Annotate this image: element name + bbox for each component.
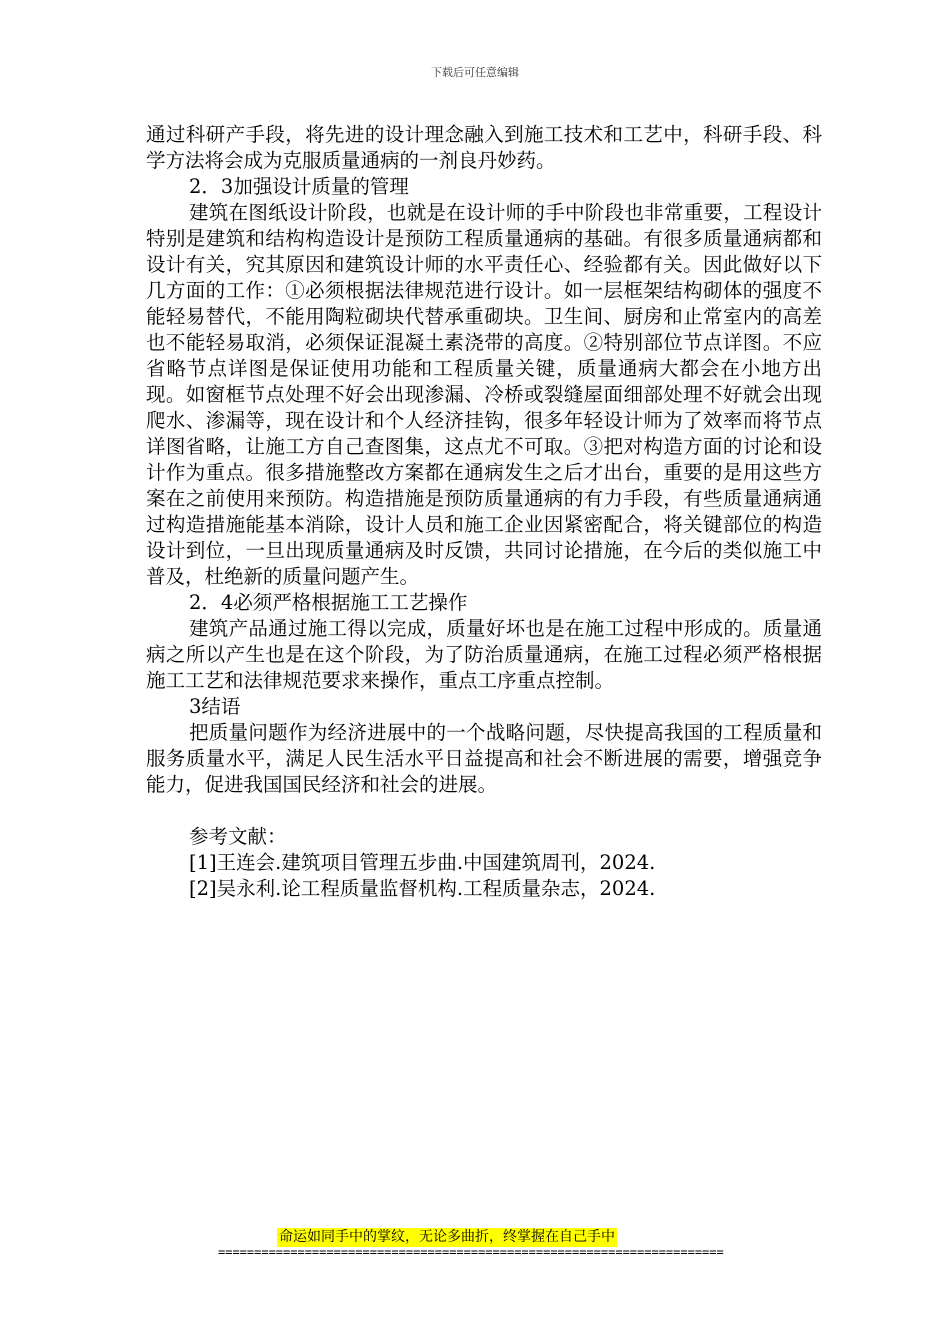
document-body — [146, 122, 822, 902]
references-title: 参考文献： — [189, 825, 287, 848]
section-heading-3: 3结语 — [189, 695, 241, 718]
section-heading-2-4: 2．4必须严格根据施工工艺操作 — [189, 591, 468, 614]
paragraph-intro: 通过科研产手段，将先进的设计理念融入到施工技术和工艺中，科研手段、科学方法将会成为克服质量通病的一剂良丹妙药。 — [146, 123, 822, 172]
paragraph-2-4: 建筑产品通过施工得以完成，质量好坏也是在施工过程中形成的。质量通病之所以产生也是在这个阶段，为了防治质量通病，在施工过程必须严格根据施工工艺和法律规范要求来操作，重点工序重点控制。 — [146, 617, 822, 692]
footer-rule: ====================================================================== — [218, 1245, 724, 1259]
footer-motto: 命运如同手中的掌纹，无论多曲折，终掌握在自己手中 — [279, 1229, 615, 1245]
paragraph-3: 把质量问题作为经济进展中的一个战略问题，尽快提高我国的工程质量和服务质量水平，满足人民生活水平日益提高和社会不断进展的需要，增强竞争能力，促进我国国民经济和社会的进展。 — [146, 721, 822, 796]
section-heading-2-3: 2．3加强设计质量的管理 — [189, 175, 409, 198]
header-note: 下载后可任意编辑 — [431, 66, 519, 79]
reference-item: [2]吴永利.论工程质量监督机构.工程质量杂志，2024. — [189, 877, 656, 900]
reference-item: [1]王连会.建筑项目管理五步曲.中国建筑周刊，2024. — [189, 851, 656, 874]
paragraph-2-3: 建筑在图纸设计阶段，也就是在设计师的手中阶段也非常重要，工程设计特别是建筑和结构构造设计是预防工程质量通病的基础。有很多质量通病都和设计有关，究其原因和建筑设计师的水平责任心、经验都有关。因此做好以下几方面的工作：①必须根据法律规范进行设计。如一层框架结构砌体的强度不能轻易替代，不能用陶粒砌块代替承重砌块。卫生间、厨房和止常室内的高差也不能轻易取消，必须保证混凝土素浇带的高度。②特别部位节点详图。不应省略节点详图是保证使用功能和工程质量关键，质量通病大都会在小地方出现。如窗框节点处理不好会出现渗漏、冷桥或裂缝屋面细部处理不好就会出现爬水、渗漏等，现在设计和个人经济挂钩，很多年轻设计师为了效率而将节点详图省略，让施工方自己查图集，这点尤不可取。③把对构造方面的讨论和设计作为重点。很多措施整改方案都在通病发生之后才出台，重要的是用这些方案在之前使用来预防。构造措施是预防质量通病的有力手段，有些质量通病通过构造措施能基本消除，设计人员和施工企业因紧密配合，将关键部位的构造设计到位，一旦出现质量通病及时反馈，共同讨论措施，在今后的类似施工中普及，杜绝新的质量问题产生。 — [146, 201, 822, 588]
